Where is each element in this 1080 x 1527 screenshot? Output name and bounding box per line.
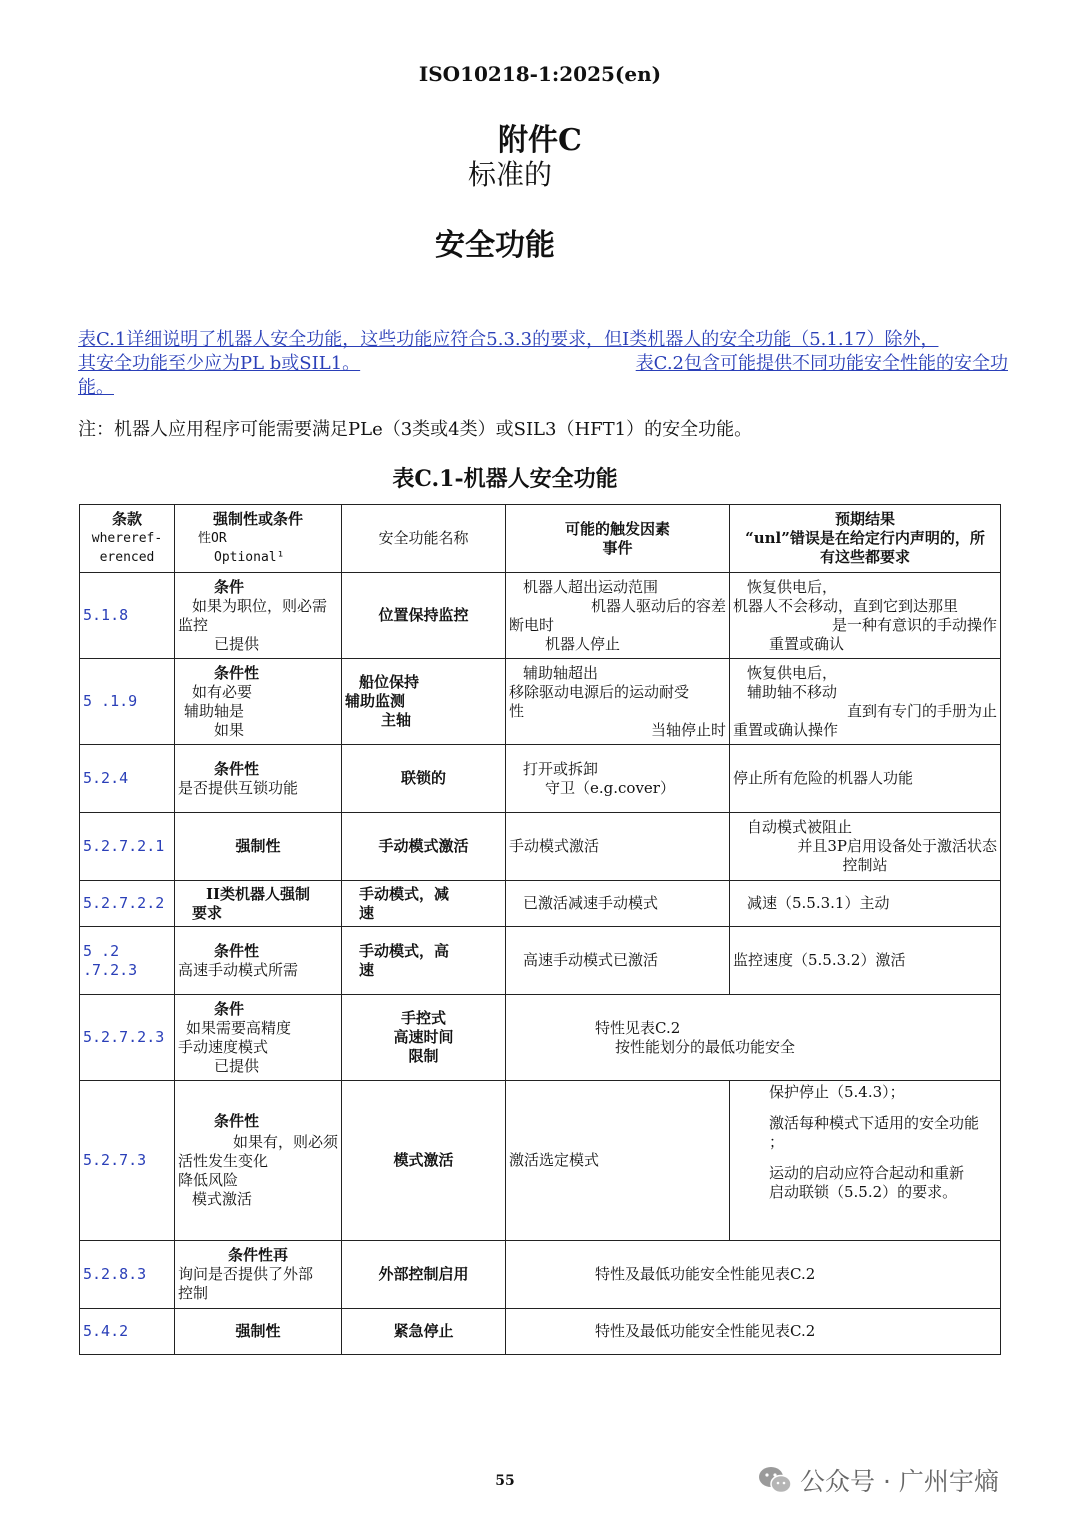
spanned-cell: 特性见表C.2 按性能划分的最低功能安全	[506, 995, 1001, 1081]
clause-link[interactable]: 5.2.7.2.3	[80, 995, 175, 1081]
clause-link[interactable]: 5 .2 .7.2.3	[80, 927, 175, 995]
result-cell: 恢复供电后， 机器人不会移动，直到它到达那里 是一种有意识的手动操作 重置或确认	[730, 573, 1001, 659]
trigger-cell: 手动模式激活	[506, 813, 730, 881]
wechat-icon	[758, 1465, 792, 1495]
clause-link[interactable]: 5.4.2	[80, 1309, 175, 1355]
function-name: 船位保持 辅助监测 主轴	[342, 659, 506, 745]
result-cell: 停止所有危险的机器人功能	[730, 745, 1001, 813]
function-name: 外部控制启用	[342, 1241, 506, 1309]
intro-line-2b[interactable]: 表C.2包含可能提供不同功能安全性能的安全功	[635, 353, 1008, 374]
table-row	[80, 745, 1001, 813]
table-row	[80, 573, 1001, 659]
intro-paragraph[interactable]	[78, 328, 1008, 400]
result-cell: 保护停止（5.4.3）； 激活每种模式下适用的安全功能 ； 运动的启动应符合起动和重新 启动联锁（5.5.2）的要求。	[730, 1081, 1001, 1241]
function-name: 手动模式，减 速	[342, 881, 506, 927]
trigger-cell: 激活选定模式	[506, 1081, 730, 1241]
mandatory-cell: 条件性再 询问是否提供了外部 控制	[175, 1241, 342, 1309]
mandatory-cell: II类机器人强制 要求	[175, 881, 342, 927]
trigger-cell: 机器人超出运动范围 机器人驱动后的容差 断电时 机器人停止	[506, 573, 730, 659]
spanned-cell: 特性及最低功能安全性能见表C.2	[506, 1241, 1001, 1309]
annex-title: 安全功能	[435, 228, 555, 263]
function-name: 联锁的	[342, 745, 506, 813]
clause-link[interactable]: 5.1.8	[80, 573, 175, 659]
function-name: 手动模式，高 速	[342, 927, 506, 995]
mandatory-cell: 条件性 是否提供互锁功能	[175, 745, 342, 813]
function-name: 手动模式激活	[342, 813, 506, 881]
function-name: 模式激活	[342, 1081, 506, 1241]
table-row	[80, 1241, 1001, 1309]
header-mandatory: 强制性或条件 性OR Optional¹	[175, 505, 342, 573]
mandatory-cell: 条件性 高速手动模式所需	[175, 927, 342, 995]
clause-link[interactable]: 5.2.8.3	[80, 1241, 175, 1309]
trigger-cell: 高速手动模式已激活	[506, 927, 730, 995]
result-cell: 恢复供电后， 辅助轴不移动 直到有专门的手册为止 重置或确认操作	[730, 659, 1001, 745]
clause-link[interactable]: 5.2.7.2.2	[80, 881, 175, 927]
mandatory-cell: 条件性 如果有，则必须 活性发生变化 降低风险 模式激活	[175, 1081, 342, 1241]
clause-link[interactable]: 5.2.7.2.1	[80, 813, 175, 881]
safety-functions-table	[79, 504, 1001, 1355]
function-name: 紧急停止	[342, 1309, 506, 1355]
trigger-cell: 已激活减速手动模式	[506, 881, 730, 927]
result-cell: 监控速度（5.5.3.2）激活	[730, 927, 1001, 995]
header-function-name: 安全功能名称	[342, 505, 506, 573]
annex-label: 附件C	[498, 123, 582, 158]
table-row	[80, 1309, 1001, 1355]
function-name: 位置保持监控	[342, 573, 506, 659]
mandatory-cell: 条件性 如有必要 辅助轴是 如果	[175, 659, 342, 745]
result-cell: 自动模式被阻止 并且3P启用设备处于激活状态 控制站	[730, 813, 1001, 881]
table-row	[80, 1081, 1001, 1241]
note-text: 注：机器人应用程序可能需要满足PLe（3类或4类）或SIL3（HFT1）的安全功能。	[78, 419, 753, 440]
table-row	[80, 995, 1001, 1081]
trigger-cell: 打开或拆卸 守卫（e.g.cover）	[506, 745, 730, 813]
table-row	[80, 881, 1001, 927]
clause-link[interactable]: 5 .1.9	[80, 659, 175, 745]
table-caption: 表C.1-机器人安全功能	[392, 466, 618, 492]
mandatory-cell: 条件 如果需要高精度 手动速度模式 已提供	[175, 995, 342, 1081]
header-result: 预期结果 “unl”错误是在给定行内声明的，所 有这些都要求	[730, 505, 1001, 573]
page-number: 55	[495, 1473, 515, 1489]
mandatory-cell: 强制性	[175, 813, 342, 881]
annex-subtitle: 标准的	[467, 158, 552, 191]
clause-link[interactable]: 5.2.4	[80, 745, 175, 813]
intro-line-1[interactable]: 表C.1详细说明了机器人安全功能，这些功能应符合5.3.3的要求，但I类机器人的安全功能（5.1.17）除外，	[78, 329, 939, 350]
trigger-cell: 辅助轴超出 移除驱动电源后的运动耐受 性 当轴停止时	[506, 659, 730, 745]
table-row	[80, 813, 1001, 881]
result-cell: 减速（5.5.3.1）主动	[730, 881, 1001, 927]
document-id: ISO10218-1:2025(en)	[418, 62, 662, 86]
header-clause: 条款 whereref- erenced	[80, 505, 175, 573]
spanned-cell: 特性及最低功能安全性能见表C.2	[506, 1309, 1001, 1355]
header-trigger: 可能的触发因素 事件	[506, 505, 730, 573]
intro-line-2a[interactable]: 其安全功能至少应为PL b或SIL1。	[78, 353, 361, 374]
intro-line-3[interactable]: 能。	[78, 377, 114, 398]
table-row	[80, 927, 1001, 995]
table-row	[80, 659, 1001, 745]
watermark	[758, 1462, 999, 1498]
table-header-row	[80, 505, 1001, 573]
function-name: 手控式 高速时间 限制	[342, 995, 506, 1081]
mandatory-cell: 强制性	[175, 1309, 342, 1355]
mandatory-cell: 条件 如果为职位，则必需 监控 已提供	[175, 573, 342, 659]
clause-link[interactable]: 5.2.7.3	[80, 1081, 175, 1241]
watermark-text: 公众号 · 广州宇熵	[800, 1467, 999, 1496]
